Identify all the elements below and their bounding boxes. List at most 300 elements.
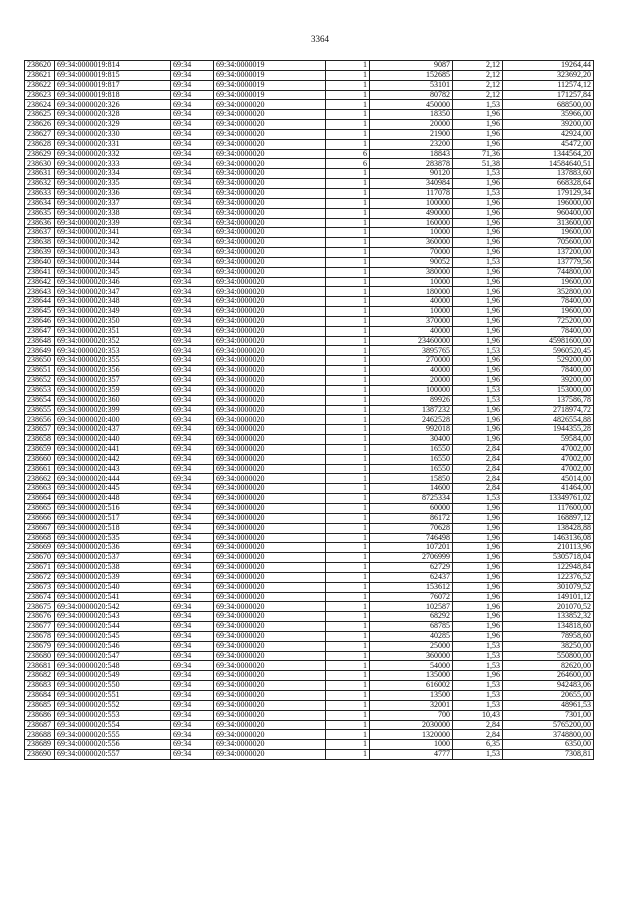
cell-cadastral-value: 153000,00: [503, 385, 594, 395]
table-row: [25, 129, 594, 139]
cell-cadastral-value: 313600,00: [503, 218, 594, 228]
cell-row-index: 238659: [25, 444, 55, 454]
table-row: [25, 533, 594, 543]
cell-district-code: 69:34: [171, 326, 214, 336]
cell-cadastral-number: 69:34:0000020:552: [55, 700, 171, 710]
cell-row-index: 238641: [25, 267, 55, 277]
cell-area: 1320000: [370, 730, 453, 740]
cell-group-code: 1: [326, 533, 370, 543]
table-row: [25, 179, 594, 189]
cell-area: 70000: [370, 248, 453, 258]
cell-district-code: 69:34: [171, 277, 214, 287]
cell-row-index: 238661: [25, 464, 55, 474]
cell-cadastral-value: 19600,00: [503, 277, 594, 287]
cell-district-code: 69:34: [171, 257, 214, 267]
table-row: [25, 366, 594, 376]
cell-cadastral-value: 20655,00: [503, 691, 594, 701]
cell-quarter-code: 69:34:0000020: [214, 297, 326, 307]
cell-cadastral-value: 134818,60: [503, 622, 594, 632]
cell-district-code: 69:34: [171, 533, 214, 543]
cell-district-code: 69:34: [171, 159, 214, 169]
cell-specific-value: 1,96: [453, 671, 503, 681]
cell-cadastral-number: 69:34:0000020:342: [55, 238, 171, 248]
cell-cadastral-number: 69:34:0000020:337: [55, 198, 171, 208]
cell-specific-value: 2,12: [453, 90, 503, 100]
cell-area: 20000: [370, 120, 453, 130]
cell-row-index: 238658: [25, 435, 55, 445]
cell-row-index: 238677: [25, 622, 55, 632]
cell-specific-value: 1,96: [453, 326, 503, 336]
cell-quarter-code: 69:34:0000020: [214, 454, 326, 464]
cell-area: 2706999: [370, 553, 453, 563]
cell-cadastral-number: 69:34:0000020:341: [55, 228, 171, 238]
cell-specific-value: 1,96: [453, 612, 503, 622]
cell-specific-value: 1,96: [453, 415, 503, 425]
cell-quarter-code: 69:34:0000020: [214, 129, 326, 139]
cell-district-code: 69:34: [171, 100, 214, 110]
cell-cadastral-number: 69:34:0000020:400: [55, 415, 171, 425]
cell-group-code: 1: [326, 700, 370, 710]
cell-district-code: 69:34: [171, 543, 214, 553]
table-row: [25, 671, 594, 681]
cell-quarter-code: 69:34:0000020: [214, 681, 326, 691]
cell-area: 340984: [370, 179, 453, 189]
cell-specific-value: 1,96: [453, 356, 503, 366]
cell-cadastral-number: 69:34:0000020:549: [55, 671, 171, 681]
cell-district-code: 69:34: [171, 641, 214, 651]
cell-area: 40000: [370, 297, 453, 307]
cell-specific-value: 1,96: [453, 425, 503, 435]
cell-cadastral-number: 69:34:0000020:537: [55, 553, 171, 563]
cell-area: 9087: [370, 61, 453, 71]
table-row: [25, 681, 594, 691]
cell-group-code: 1: [326, 720, 370, 730]
table-row: [25, 356, 594, 366]
cell-specific-value: 1,96: [453, 277, 503, 287]
table-row: [25, 346, 594, 356]
cell-cadastral-number: 69:34:0000020:348: [55, 297, 171, 307]
cell-row-index: 238670: [25, 553, 55, 563]
cell-cadastral-number: 69:34:0000020:345: [55, 267, 171, 277]
cell-specific-value: 1,96: [453, 316, 503, 326]
cell-cadastral-number: 69:34:0000019:818: [55, 90, 171, 100]
cell-specific-value: 2,84: [453, 484, 503, 494]
cell-cadastral-number: 69:34:0000020:329: [55, 120, 171, 130]
cell-quarter-code: 69:34:0000020: [214, 346, 326, 356]
cell-district-code: 69:34: [171, 700, 214, 710]
cell-group-code: 1: [326, 376, 370, 386]
cell-row-index: 238629: [25, 149, 55, 159]
table-row: [25, 139, 594, 149]
cell-group-code: 1: [326, 444, 370, 454]
cell-specific-value: 1,96: [453, 218, 503, 228]
cell-group-code: 1: [326, 198, 370, 208]
table-row: [25, 326, 594, 336]
cell-specific-value: 1,53: [453, 346, 503, 356]
cell-area: 153612: [370, 582, 453, 592]
cell-cadastral-value: 45981600,00: [503, 336, 594, 346]
cell-district-code: 69:34: [171, 208, 214, 218]
cell-row-index: 238683: [25, 681, 55, 691]
cell-row-index: 238664: [25, 494, 55, 504]
table-row: [25, 503, 594, 513]
cell-specific-value: 1,96: [453, 582, 503, 592]
cell-district-code: 69:34: [171, 336, 214, 346]
cell-row-index: 238650: [25, 356, 55, 366]
cell-row-index: 238639: [25, 248, 55, 258]
cell-group-code: 1: [326, 543, 370, 553]
cell-row-index: 238680: [25, 651, 55, 661]
cell-cadastral-number: 69:34:0000020:343: [55, 248, 171, 258]
table-row: [25, 543, 594, 553]
cell-row-index: 238646: [25, 316, 55, 326]
table-row: [25, 188, 594, 198]
cell-row-index: 238633: [25, 188, 55, 198]
cell-group-code: 1: [326, 631, 370, 641]
cell-area: 10000: [370, 228, 453, 238]
cell-row-index: 238640: [25, 257, 55, 267]
cell-quarter-code: 69:34:0000020: [214, 582, 326, 592]
cell-cadastral-value: 550800,00: [503, 651, 594, 661]
cell-specific-value: 1,96: [453, 129, 503, 139]
table-row: [25, 100, 594, 110]
cell-district-code: 69:34: [171, 691, 214, 701]
cell-district-code: 69:34: [171, 681, 214, 691]
cell-cadastral-value: 13349761,02: [503, 494, 594, 504]
cell-cadastral-number: 69:34:0000020:353: [55, 346, 171, 356]
cell-specific-value: 2,12: [453, 61, 503, 71]
cell-district-code: 69:34: [171, 129, 214, 139]
cell-district-code: 69:34: [171, 523, 214, 533]
table-row: [25, 553, 594, 563]
cell-area: 135000: [370, 671, 453, 681]
cell-cadastral-value: 725200,00: [503, 316, 594, 326]
cell-district-code: 69:34: [171, 444, 214, 454]
cell-district-code: 69:34: [171, 139, 214, 149]
table-row: [25, 307, 594, 317]
cell-cadastral-number: 69:34:0000019:814: [55, 61, 171, 71]
cell-area: 4777: [370, 750, 453, 760]
cell-cadastral-number: 69:34:0000020:441: [55, 444, 171, 454]
cell-specific-value: 1,96: [453, 572, 503, 582]
cell-cadastral-value: 6350,00: [503, 740, 594, 750]
cell-cadastral-value: 48961,53: [503, 700, 594, 710]
cell-cadastral-value: 529200,00: [503, 356, 594, 366]
cell-quarter-code: 69:34:0000020: [214, 710, 326, 720]
page-number: 3364: [311, 34, 329, 44]
table-row: [25, 464, 594, 474]
cell-group-code: 1: [326, 592, 370, 602]
cell-area: 380000: [370, 267, 453, 277]
cell-group-code: 1: [326, 730, 370, 740]
cell-cadastral-number: 69:34:0000020:347: [55, 287, 171, 297]
cell-specific-value: 1,96: [453, 139, 503, 149]
table-body: [25, 61, 594, 760]
cell-quarter-code: 69:34:0000020: [214, 730, 326, 740]
cell-row-index: 238653: [25, 385, 55, 395]
cell-quarter-code: 69:34:0000020: [214, 671, 326, 681]
table-row: [25, 61, 594, 71]
cell-cadastral-number: 69:34:0000020:333: [55, 159, 171, 169]
cell-quarter-code: 69:34:0000020: [214, 661, 326, 671]
cell-cadastral-number: 69:34:0000020:535: [55, 533, 171, 543]
cell-quarter-code: 69:34:0000020: [214, 376, 326, 386]
cell-district-code: 69:34: [171, 435, 214, 445]
cell-quarter-code: 69:34:0000020: [214, 139, 326, 149]
cadastral-value-table: [24, 60, 594, 760]
cell-cadastral-number: 69:34:0000020:443: [55, 464, 171, 474]
cell-group-code: 1: [326, 139, 370, 149]
cell-cadastral-number: 69:34:0000020:350: [55, 316, 171, 326]
table-row: [25, 287, 594, 297]
cell-quarter-code: 69:34:0000020: [214, 248, 326, 258]
cell-specific-value: 1,96: [453, 592, 503, 602]
cell-specific-value: 71,36: [453, 149, 503, 159]
cell-cadastral-number: 69:34:0000020:442: [55, 454, 171, 464]
cell-row-index: 238671: [25, 563, 55, 573]
cell-group-code: 1: [326, 572, 370, 582]
cell-specific-value: 1,53: [453, 385, 503, 395]
cell-group-code: 1: [326, 740, 370, 750]
cell-quarter-code: 69:34:0000020: [214, 405, 326, 415]
cell-group-code: 1: [326, 464, 370, 474]
cell-area: 89926: [370, 395, 453, 405]
cell-area: 30400: [370, 435, 453, 445]
cell-cadastral-value: 137779,56: [503, 257, 594, 267]
cell-district-code: 69:34: [171, 740, 214, 750]
cell-cadastral-value: 179129,34: [503, 188, 594, 198]
cell-group-code: 1: [326, 661, 370, 671]
cell-cadastral-number: 69:34:0000020:518: [55, 523, 171, 533]
cell-cadastral-number: 69:34:0000019:817: [55, 80, 171, 90]
cell-group-code: 1: [326, 356, 370, 366]
cell-specific-value: 1,53: [453, 395, 503, 405]
cell-area: 21900: [370, 129, 453, 139]
cell-area: 1000: [370, 740, 453, 750]
cell-district-code: 69:34: [171, 415, 214, 425]
cell-quarter-code: 69:34:0000020: [214, 110, 326, 120]
cell-cadastral-value: 78400,00: [503, 366, 594, 376]
cell-specific-value: 1,96: [453, 307, 503, 317]
cell-cadastral-number: 69:34:0000020:344: [55, 257, 171, 267]
cell-quarter-code: 69:34:0000020: [214, 533, 326, 543]
cell-row-index: 238652: [25, 376, 55, 386]
cell-cadastral-value: 942483,06: [503, 681, 594, 691]
cell-group-code: 1: [326, 385, 370, 395]
cell-cadastral-value: 264600,00: [503, 671, 594, 681]
cell-group-code: 1: [326, 454, 370, 464]
cell-cadastral-number: 69:34:0000020:555: [55, 730, 171, 740]
cell-district-code: 69:34: [171, 356, 214, 366]
cell-cadastral-value: 301079,52: [503, 582, 594, 592]
cell-row-index: 238688: [25, 730, 55, 740]
cell-cadastral-value: 744800,00: [503, 267, 594, 277]
cell-district-code: 69:34: [171, 267, 214, 277]
table-row: [25, 563, 594, 573]
cell-row-index: 238647: [25, 326, 55, 336]
cell-district-code: 69:34: [171, 395, 214, 405]
cell-row-index: 238676: [25, 612, 55, 622]
cell-group-code: 1: [326, 523, 370, 533]
cell-quarter-code: 69:34:0000020: [214, 257, 326, 267]
cell-area: 53101: [370, 80, 453, 90]
cell-row-index: 238625: [25, 110, 55, 120]
cell-cadastral-number: 69:34:0000020:336: [55, 188, 171, 198]
cell-district-code: 69:34: [171, 513, 214, 523]
cell-area: 15850: [370, 474, 453, 484]
cell-area: 90120: [370, 169, 453, 179]
cell-specific-value: 1,96: [453, 622, 503, 632]
table-row: [25, 110, 594, 120]
table-row: [25, 297, 594, 307]
cell-row-index: 238657: [25, 425, 55, 435]
cell-cadastral-value: 210113,96: [503, 543, 594, 553]
cell-district-code: 69:34: [171, 120, 214, 130]
cell-cadastral-number: 69:34:0000020:541: [55, 592, 171, 602]
table-row: [25, 405, 594, 415]
cell-group-code: 1: [326, 248, 370, 258]
cell-district-code: 69:34: [171, 464, 214, 474]
cell-quarter-code: 69:34:0000020: [214, 218, 326, 228]
cell-cadastral-number: 69:34:0000020:539: [55, 572, 171, 582]
cell-area: 490000: [370, 208, 453, 218]
cell-area: 18843: [370, 149, 453, 159]
cell-row-index: 238675: [25, 602, 55, 612]
cell-group-code: 1: [326, 228, 370, 238]
cell-cadastral-number: 69:34:0000020:543: [55, 612, 171, 622]
cell-district-code: 69:34: [171, 572, 214, 582]
cell-group-code: 1: [326, 316, 370, 326]
cell-row-index: 238686: [25, 710, 55, 720]
cell-group-code: 1: [326, 415, 370, 425]
cell-cadastral-value: 122376,52: [503, 572, 594, 582]
cell-row-index: 238660: [25, 454, 55, 464]
cell-district-code: 69:34: [171, 553, 214, 563]
cell-quarter-code: 69:34:0000020: [214, 149, 326, 159]
cell-group-code: 1: [326, 563, 370, 573]
cell-group-code: 1: [326, 582, 370, 592]
cell-cadastral-value: 5960520,45: [503, 346, 594, 356]
cell-cadastral-value: 117600,00: [503, 503, 594, 513]
cell-cadastral-value: 138428,88: [503, 523, 594, 533]
cell-specific-value: 1,96: [453, 238, 503, 248]
cell-cadastral-number: 69:34:0000020:339: [55, 218, 171, 228]
cell-group-code: 6: [326, 159, 370, 169]
cell-quarter-code: 69:34:0000020: [214, 622, 326, 632]
cell-cadastral-value: 705600,00: [503, 238, 594, 248]
cell-area: 80782: [370, 90, 453, 100]
cell-area: 360000: [370, 238, 453, 248]
cell-group-code: 1: [326, 553, 370, 563]
cell-group-code: 1: [326, 90, 370, 100]
cell-quarter-code: 69:34:0000020: [214, 464, 326, 474]
table-row: [25, 70, 594, 80]
cell-specific-value: 1,96: [453, 267, 503, 277]
cell-specific-value: 1,53: [453, 651, 503, 661]
cell-cadastral-number: 69:34:0000020:548: [55, 661, 171, 671]
cell-specific-value: 1,53: [453, 494, 503, 504]
cell-group-code: 1: [326, 405, 370, 415]
cell-quarter-code: 69:34:0000020: [214, 169, 326, 179]
cell-cadastral-number: 69:34:0000020:550: [55, 681, 171, 691]
cell-quarter-code: 69:34:0000020: [214, 592, 326, 602]
cell-group-code: 1: [326, 238, 370, 248]
cell-cadastral-number: 69:34:0000020:544: [55, 622, 171, 632]
cell-row-index: 238628: [25, 139, 55, 149]
cell-row-index: 238673: [25, 582, 55, 592]
cell-district-code: 69:34: [171, 425, 214, 435]
cell-cadastral-number: 69:34:0000020:357: [55, 376, 171, 386]
cell-group-code: 1: [326, 612, 370, 622]
cell-specific-value: 1,53: [453, 691, 503, 701]
cell-area: 16550: [370, 464, 453, 474]
cell-quarter-code: 69:34:0000019: [214, 80, 326, 90]
table-row: [25, 651, 594, 661]
cell-area: 616002: [370, 681, 453, 691]
cell-cadastral-number: 69:34:0000020:440: [55, 435, 171, 445]
cell-quarter-code: 69:34:0000020: [214, 553, 326, 563]
cell-area: 180000: [370, 287, 453, 297]
cell-cadastral-value: 38250,00: [503, 641, 594, 651]
cell-group-code: 6: [326, 149, 370, 159]
cell-group-code: 1: [326, 474, 370, 484]
cell-specific-value: 1,96: [453, 503, 503, 513]
cell-row-index: 238651: [25, 366, 55, 376]
cell-cadastral-value: 1463136,08: [503, 533, 594, 543]
cell-row-index: 238627: [25, 129, 55, 139]
cell-quarter-code: 69:34:0000020: [214, 228, 326, 238]
table-row: [25, 90, 594, 100]
cell-area: 23200: [370, 139, 453, 149]
cell-row-index: 238679: [25, 641, 55, 651]
cell-area: 68785: [370, 622, 453, 632]
cell-specific-value: 1,96: [453, 110, 503, 120]
cell-district-code: 69:34: [171, 710, 214, 720]
table-row: [25, 612, 594, 622]
table-row: [25, 435, 594, 445]
cell-group-code: 1: [326, 267, 370, 277]
cell-quarter-code: 69:34:0000019: [214, 90, 326, 100]
cell-row-index: 238656: [25, 415, 55, 425]
cell-cadastral-number: 69:34:0000020:540: [55, 582, 171, 592]
cell-group-code: 1: [326, 100, 370, 110]
cell-group-code: 1: [326, 336, 370, 346]
cell-row-index: 238684: [25, 691, 55, 701]
table-row: [25, 494, 594, 504]
cell-cadastral-number: 69:34:0000020:399: [55, 405, 171, 415]
table-row: [25, 474, 594, 484]
table-row: [25, 169, 594, 179]
table-row: [25, 582, 594, 592]
table-row: [25, 376, 594, 386]
cell-cadastral-number: 69:34:0000020:547: [55, 651, 171, 661]
cell-district-code: 69:34: [171, 80, 214, 90]
cell-cadastral-value: 196000,00: [503, 198, 594, 208]
cell-cadastral-number: 69:34:0000020:557: [55, 750, 171, 760]
cell-cadastral-value: 47002,00: [503, 464, 594, 474]
cell-area: 8725334: [370, 494, 453, 504]
cell-group-code: 1: [326, 70, 370, 80]
cell-row-index: 238644: [25, 297, 55, 307]
cell-group-code: 1: [326, 602, 370, 612]
cell-specific-value: 1,96: [453, 631, 503, 641]
cell-cadastral-value: 19264,44: [503, 61, 594, 71]
cell-row-index: 238666: [25, 513, 55, 523]
table-row: [25, 454, 594, 464]
cell-specific-value: 1,53: [453, 750, 503, 760]
cell-row-index: 238642: [25, 277, 55, 287]
cell-area: 62437: [370, 572, 453, 582]
